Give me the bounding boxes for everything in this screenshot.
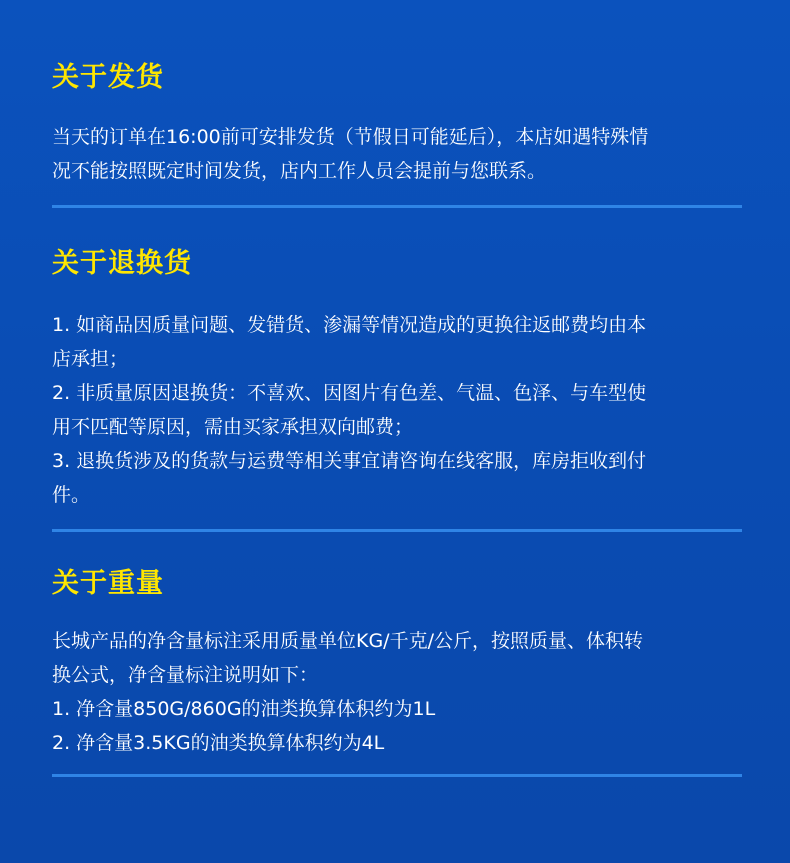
shipping-line: 当天的订单在16:00前可安排发货（节假日可能延后），本店如遇特殊情 [52, 126, 649, 148]
divider [52, 205, 742, 208]
returns-line: 店承担； [52, 348, 129, 370]
returns-line: 1. 如商品因质量问题、发错货、渗漏等情况造成的更换往返邮费均由本 [52, 314, 647, 336]
divider [52, 529, 742, 532]
weight-line: 1. 净含量850G/860G的油类换算体积约为1L [52, 698, 436, 720]
returns-line: 2. 非质量原因退换货：不喜欢、因图片有色差、气温、色泽、与车型使 [52, 382, 647, 404]
weight-line: 换公式，净含量标注说明如下： [52, 664, 319, 686]
returns-line: 用不匹配等原因，需由买家承担双向邮费； [52, 416, 414, 438]
returns-heading: 关于退换货 [52, 248, 192, 279]
shipping-section [52, 62, 742, 188]
shipping-text [52, 120, 742, 188]
shipping-line: 况不能按照既定时间发货，店内工作人员会提前与您联系。 [52, 160, 547, 182]
divider [52, 774, 742, 777]
weight-section [52, 568, 742, 760]
weight-heading: 关于重量 [52, 568, 164, 599]
weight-text [52, 624, 742, 760]
returns-text [52, 308, 742, 512]
weight-line: 长城产品的净含量标注采用质量单位KG/千克/公斤，按照质量、体积转 [52, 630, 643, 652]
shipping-heading: 关于发货 [52, 62, 164, 93]
returns-line: 件。 [52, 484, 91, 506]
weight-line: 2. 净含量3.5KG的油类换算体积约为4L [52, 732, 385, 754]
returns-line: 3. 退换货涉及的货款与运费等相关事宜请咨询在线客服，库房拒收到付 [52, 450, 647, 472]
returns-section [52, 248, 742, 512]
